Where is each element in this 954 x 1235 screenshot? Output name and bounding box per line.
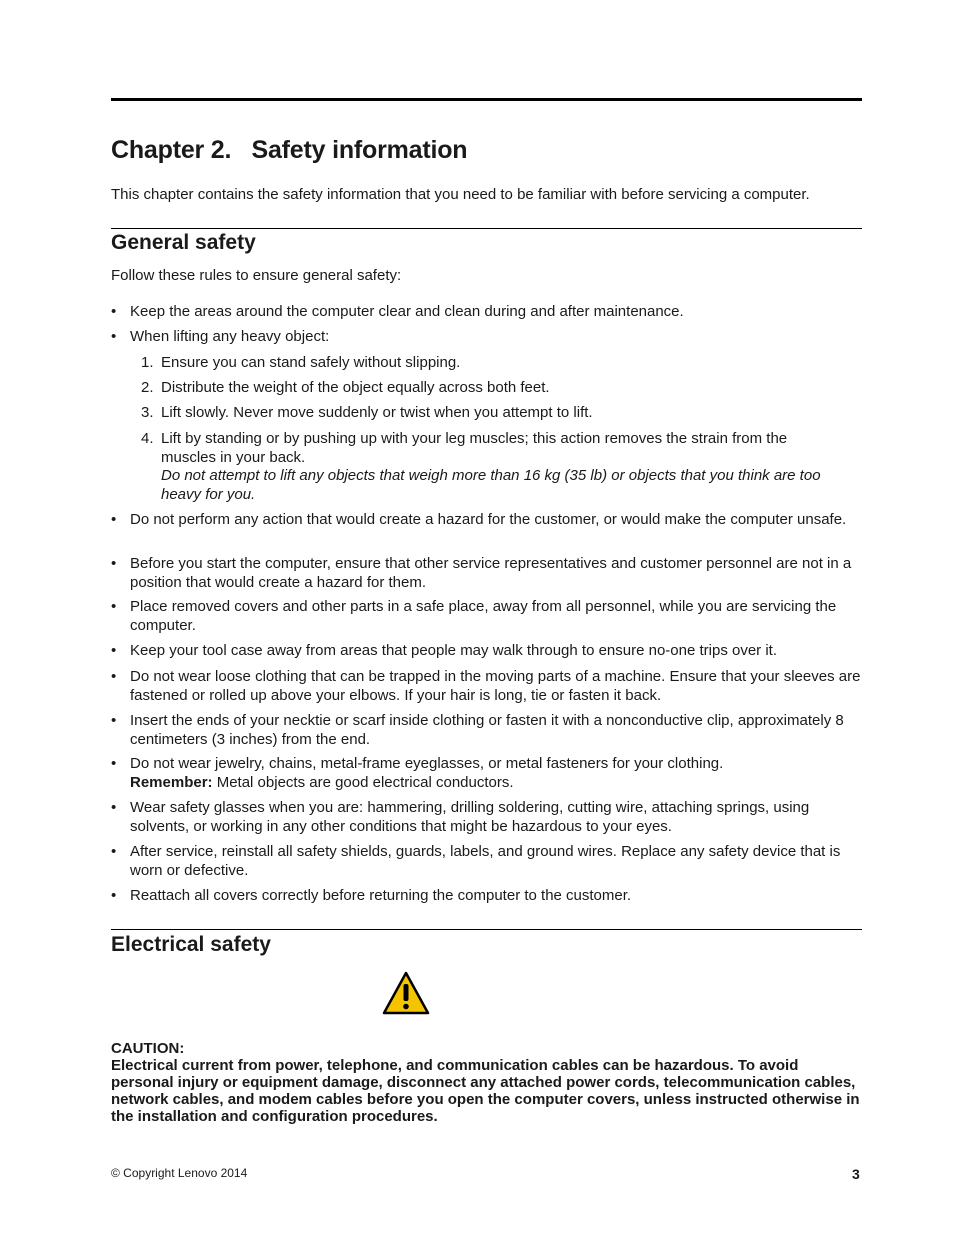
warning-triangle-icon [382,971,430,1015]
bullet-icon: • [111,598,117,615]
list-item: • Before you start the computer, ensure that other service representatives and customer personnel are not in a position that would create a hazard for them. [111,555,852,591]
list-item: • Do not wear loose clothing that can be trapped in the moving parts of a machine. Ensure that your sleeves are fastened or rolled up above your elbows. If your hair is long, tie or fasten it back. [111,668,861,704]
bullet-icon: • [111,303,117,320]
bullet-icon: • [111,668,117,685]
caution-text: Electrical current from power, telephone, and communication cables can be hazardous. To avoid personal injury or equipment damage, disconnect any attached power cords, telecommunication cables, network cables, and modem cables before you open the computer covers, unless instructed otherwise in the installation and configuration procedures. [111,1057,860,1125]
bullet-icon: • [111,712,117,729]
bullet-icon: • [111,555,117,572]
bullet-icon: • [111,642,117,659]
list-item: • Place removed covers and other parts in a safe place, away from all personnel, while you are servicing the computer. [111,598,837,634]
bullet-icon: • [111,755,117,772]
remember-note: Remember: Metal objects are good electrical conductors. [130,773,514,791]
bullet-icon: • [111,887,117,904]
numbered-item: 2. Distribute the weight of the object equally across both feet. [141,379,550,396]
chapter-intro: This chapter contains the safety information that you need to be familiar with before servicing a computer. [111,186,810,203]
caution-label: CAUTION: [111,1040,185,1057]
page-number: 3 [852,1166,860,1182]
section-rule-general [111,228,862,229]
bullet-icon: • [111,328,117,345]
list-item: • Keep the areas around the computer clear and clean during and after maintenance. [111,303,684,320]
lifting-note: Do not attempt to lift any objects that weigh more than 16 kg (35 lb) or objects that you think are too heavy for you. [161,467,821,503]
bullet-icon: • [111,799,117,816]
bullet-icon: • [111,843,117,860]
section-rule-electrical [111,929,862,930]
chapter-top-rule [111,98,862,101]
numbered-item: 4. Lift by standing or by pushing up with your leg muscles; this action removes the strain from the muscles in your back. Do not attempt to lift any objects that weigh more than 16 kg (35 lb) or objects that you think are too heavy for you. [111,430,862,506]
list-item: • Insert the ends of your necktie or scarf inside clothing or fasten it with a nonconductive clip, approximately 8 centimeters (3 inches) from the end. [111,712,844,748]
general-lead: Follow these rules to ensure general safety: [111,267,402,284]
list-item: • Do not wear jewelry, chains, metal-frame eyeglasses, or metal fasteners for your clothing. Remember: Metal objects are good electrical conductors. [111,755,724,791]
list-item: • Wear safety glasses when you are: hammering, drilling soldering, cutting wire, attaching springs, using solvents, or working in any other conditions that might be hazardous to your eyes. [111,799,810,835]
numbered-item: 3. Lift slowly. Never move suddenly or twist when you attempt to lift. [141,404,593,421]
section-heading-general: General safety [111,231,256,254]
caution-block [111,1040,862,1125]
list-item: • When lifting any heavy object: [111,328,330,345]
bullet-icon: • [111,511,117,528]
list-item: • Keep your tool case away from areas that people may walk through to ensure no-one trips over it. [111,642,778,659]
list-item: • Reattach all covers correctly before returning the computer to the customer. [111,887,632,904]
chapter-title: Chapter 2. Safety information [111,136,468,164]
section-heading-electrical: Electrical safety [111,933,271,956]
page-content [111,98,862,1125]
list-item: • After service, reinstall all safety shields, guards, labels, and ground wires. Replace any safety device that is worn or defective. [111,843,841,879]
numbered-item: 1. Ensure you can stand safely without slipping. [141,354,461,371]
copyright-notice: © Copyright Lenovo 2014 [111,1166,248,1180]
list-item: • Do not perform any action that would create a hazard for the customer, or would make the computer unsafe. [111,511,847,528]
